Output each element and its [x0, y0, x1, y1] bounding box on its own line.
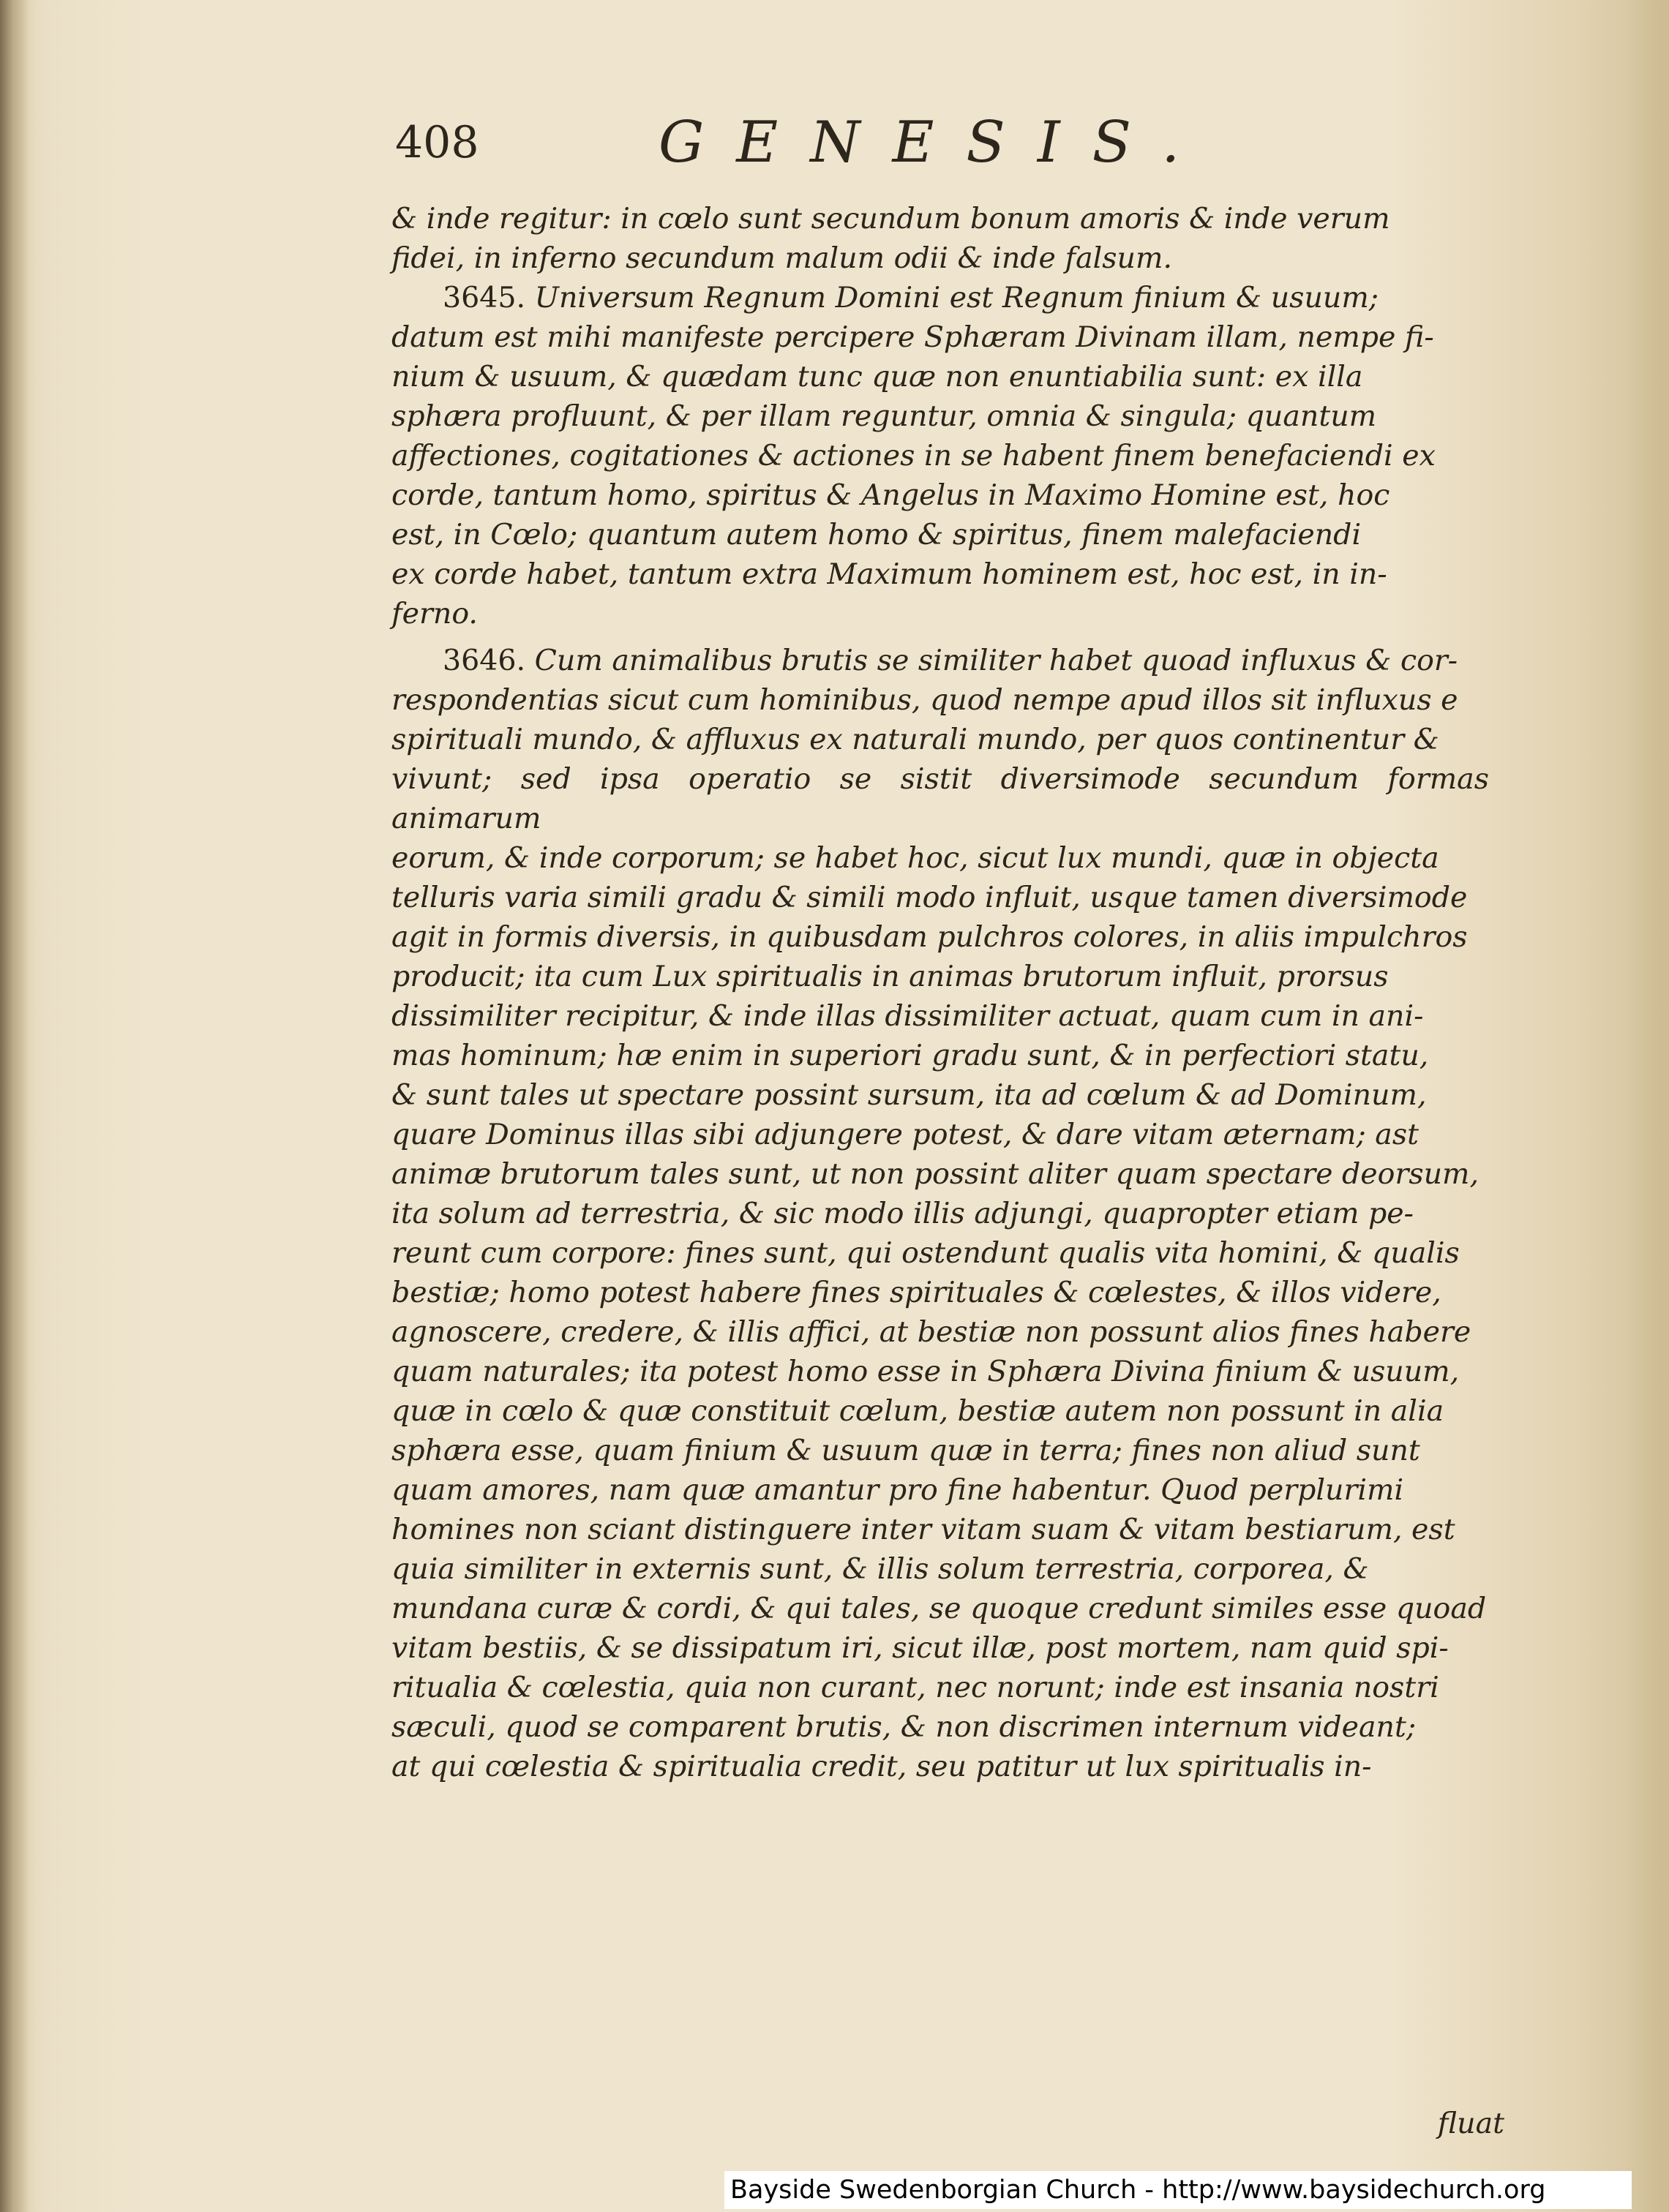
- text-line: ritualia & cœlestia, quia non curant, nec norunt; inde est insania nostri: [391, 1671, 1439, 1704]
- body-text: [391, 199, 1489, 1786]
- text-line: est, in Cœlo; quantum autem homo & spiritus, finem malefaciendi: [391, 518, 1362, 552]
- page-number: 408: [395, 117, 479, 168]
- text-line: bestiæ; homo potest habere fines spirituales & cœlestes, & illos videre,: [391, 1276, 1441, 1309]
- text-line: quam amores, nam quæ amantur pro fine habentur. Quod perplurimi: [391, 1473, 1404, 1507]
- text-line: Universum Regnum Domini est Regnum finium & usuum;: [534, 281, 1379, 315]
- text-line: sphæra profluunt, & per illam reguntur, omnia & singula; quantum: [391, 399, 1377, 433]
- footer-credit: [724, 2171, 1632, 2209]
- continued-line: & inde regitur: in cœlo sunt secundum bonum amoris & inde verum: [391, 202, 1390, 236]
- paragraph-number: 3646.: [443, 644, 526, 677]
- text-line: quam naturales; ita potest homo esse in Sphæra Divina finium & usuum,: [391, 1355, 1460, 1388]
- text-line: vitam bestiis, & se dissipatum iri, sicut illæ, post mortem, nam quid spi-: [391, 1631, 1449, 1665]
- text-line: Cum animalibus brutis se similiter habet quoad influxus & cor-: [534, 644, 1458, 677]
- text-line: homines non sciant distinguere inter vitam suam & vitam bestiarum, est: [391, 1513, 1455, 1546]
- text-line: reunt cum corpore: fines sunt, qui ostendunt qualis vita homini, & qualis: [391, 1236, 1460, 1270]
- text-line: affectiones, cogitationes & actiones in se habent finem benefaciendi ex: [391, 439, 1436, 473]
- text-line: eorum, & inde corporum; se habet hoc, sicut lux mundi, quæ in objecta: [391, 841, 1439, 875]
- text-line: quæ in cœlo & quæ constituit cœlum, bestiæ autem non possunt in alia: [391, 1394, 1444, 1428]
- paragraph-gap: [391, 633, 1489, 641]
- paragraph-3646-first-line: [391, 641, 1489, 680]
- text-line: at qui cœlestia & spiritualia credit, seu patitur ut lux spiritualis in-: [391, 1750, 1372, 1783]
- text-line: corde, tantum homo, spiritus & Angelus in Maximo Homine est, hoc: [391, 478, 1390, 512]
- text-line: spirituali mundo, & affluxus ex naturali mundo, per quos continentur &: [391, 723, 1439, 756]
- text-line: nium & usuum, & quædam tunc quæ non enuntiabilia sunt: ex illa: [391, 360, 1363, 394]
- binding-gutter-shadow: [0, 0, 29, 2212]
- text-line: ferno.: [391, 597, 478, 631]
- text-line: agnoscere, credere, & illis affici, at bestiæ non possunt alios fines habere: [391, 1315, 1471, 1349]
- text-line: & sunt tales ut spectare possint sursum, ita ad cœlum & ad Dominum,: [391, 1078, 1427, 1112]
- text-line: quia similiter in externis sunt, & illis solum terrestria, corporea, &: [391, 1552, 1369, 1586]
- text-line: mas hominum; hæ enim in superiori gradu sunt, & in perfectiori statu,: [391, 1039, 1429, 1072]
- paragraph-number: 3645.: [443, 281, 526, 315]
- text-line: vivunt; sed ipsa operatio se sistit diversimode secundum formas animarum: [391, 762, 1489, 835]
- continued-line: fidei, in inferno secundum malum odii & inde falsum.: [391, 241, 1173, 275]
- paragraph-3645-first-line: [391, 278, 1489, 317]
- footer-credit-text: Bayside Swedenborgian Church - http://www.baysidechurch.org: [730, 2175, 1546, 2205]
- page-edge-shading: [1625, 0, 1669, 2212]
- text-line: sphæra esse, quam finium & usuum quæ in terra; fines non aliud sunt: [391, 1434, 1420, 1467]
- text-line: dissimiliter recipitur, & inde illas dissimiliter actuat, quam cum in ani-: [391, 999, 1424, 1033]
- catchword: fluat: [1437, 2107, 1504, 2140]
- page-header: [395, 110, 1522, 190]
- text-line: animæ brutorum tales sunt, ut non possint aliter quam spectare deorsum,: [391, 1157, 1479, 1191]
- text-line: respondentias sicut cum hominibus, quod nempe apud illos sit influxus e: [391, 683, 1458, 717]
- text-line: producit; ita cum Lux spiritualis in animas brutorum influit, prorsus: [391, 960, 1389, 993]
- text-line: ita solum ad terrestria, & sic modo illis adjungi, quapropter etiam pe-: [391, 1197, 1414, 1230]
- text-line: telluris varia simili gradu & simili modo influit, usque tamen diversimode: [391, 881, 1468, 914]
- text-line: ex corde habet, tantum extra Maximum hominem est, hoc est, in in-: [391, 557, 1387, 591]
- text-line: mundana curæ & cordi, & qui tales, se quoque credunt similes esse quoad: [391, 1592, 1487, 1625]
- text-line: agit in formis diversis, in quibusdam pulchros colores, in aliis impulchros: [391, 920, 1468, 954]
- text-line: quare Dominus illas sibi adjungere potest, & dare vitam æternam; ast: [391, 1118, 1419, 1151]
- running-title: GENESIS.: [659, 110, 1212, 176]
- text-line: sæculi, quod se comparent brutis, & non discrimen internum videant;: [391, 1710, 1417, 1744]
- text-line: datum est mihi manifeste percipere Sphæram Divinam illam, nempe fi-: [391, 320, 1434, 354]
